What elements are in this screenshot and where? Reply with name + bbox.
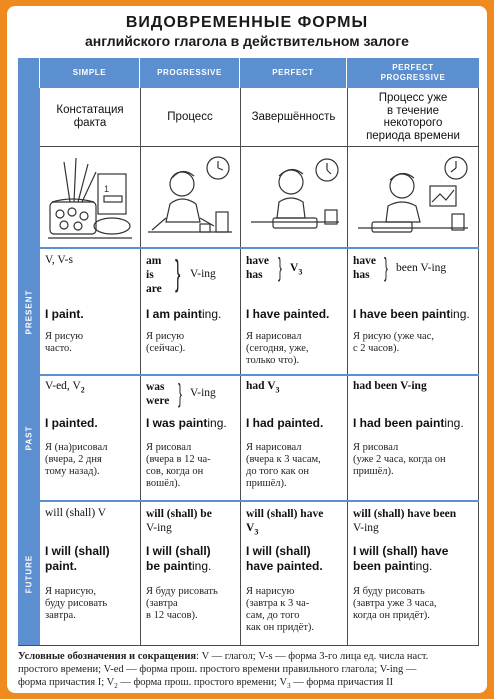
grid-line (478, 88, 479, 646)
page-title: ВИДОВРЕМЕННЫЕ ФОРМЫ (125, 14, 369, 31)
grid-line (18, 645, 479, 646)
present-perf-example: I have painted. (246, 307, 330, 321)
past-perf-tr1: Я нарисовал (246, 442, 302, 453)
past-pp-tr1: Я рисовал (353, 442, 399, 453)
future-perf-tr3: сам, до того (246, 610, 300, 621)
present-perf-have: have (246, 255, 269, 267)
legend (18, 650, 480, 693)
present-perf-tr1: Я нарисовал (246, 331, 302, 342)
future-pp-tr1: Я буду рисовать (353, 586, 425, 597)
past-simple-tr3: тому назад). (45, 466, 100, 477)
future-perf-f1: will (shall) have (246, 508, 324, 520)
legend-line3 (18, 676, 480, 693)
legend-sub1: 2 (114, 682, 118, 691)
grid-line (240, 88, 241, 646)
future-simple-tr2: буду рисовать (45, 598, 108, 609)
future-perf-v-sub: 3 (254, 527, 259, 537)
present-perf-aux (246, 254, 269, 282)
past-simple-translation (45, 442, 108, 478)
future-prog-example (146, 544, 211, 574)
past-perf-translation (246, 442, 321, 490)
present-perf-tr2: (сегодня, уже, (246, 343, 309, 354)
future-pp-ex1: I will (shall) have (353, 544, 449, 558)
present-pp-have: have (353, 255, 376, 267)
past-prog-were: were (146, 395, 170, 407)
future-perf-f2 (246, 521, 323, 539)
legend-text1: : V — глагол; V-s — форма 3-го лица ед. числа наст. (196, 651, 429, 662)
future-prog-tr2: (завтра (146, 598, 178, 609)
present-prog-am: am (146, 255, 162, 267)
legend-label: Условные обозначения и сокращения (18, 651, 197, 662)
legend-text3b: — форма прош. простого времени; V (117, 677, 288, 688)
row-label-present: PRESENT (24, 289, 34, 334)
future-pp-ex2a: been paint (353, 559, 414, 573)
desc-pp-3: некоторого (383, 117, 443, 129)
header-perfect: PERFECT (240, 58, 347, 88)
legend-text3a: форма причастия I; V (18, 677, 115, 688)
future-perf-example (246, 544, 323, 574)
illustration-paint-supplies (44, 152, 136, 242)
header-corner (18, 58, 40, 88)
future-pp-translation (353, 586, 437, 622)
future-simple-formula: will (shall) V (45, 507, 107, 519)
present-pp-tail: been V-ing (396, 262, 447, 274)
future-pp-example (353, 544, 448, 574)
desc-perfect: Завершённость (251, 110, 336, 123)
side-present (18, 248, 40, 375)
future-perf-translation (246, 586, 314, 634)
present-prog-are: are (146, 283, 162, 295)
future-pp-tr2: (завтра уже 3 часа, (353, 598, 437, 609)
present-perf-tr3: только что). (246, 355, 300, 366)
past-perf-f: had V (246, 380, 276, 392)
past-prog-was: was (146, 381, 165, 393)
future-simple-ex2: paint. (45, 559, 77, 573)
future-pp-tr3: когда он придёт). (353, 610, 430, 621)
future-prog-translation (146, 586, 218, 622)
present-simple-example: I paint. (45, 307, 84, 321)
desc-pp-2: в течение (386, 104, 439, 117)
future-pp-ex2 (353, 559, 448, 574)
future-prog-ex1: I will (shall) (146, 544, 211, 558)
illustration-boy-painting (144, 152, 236, 244)
present-prog-ex-a: I am paint (146, 307, 203, 321)
past-prog-ex-a: I was paint (146, 416, 208, 430)
past-prog-tr4: вошёл). (146, 478, 181, 489)
present-pp-has: has (353, 269, 370, 281)
legend-sub2: 3 (287, 682, 291, 691)
grid-line (40, 247, 479, 249)
past-pp-ex-a: I had been paint (353, 416, 445, 430)
past-perf-tr3: до того как он (246, 466, 310, 477)
present-pp-tr2: с 2 часов). (353, 343, 400, 354)
past-prog-translation (146, 442, 211, 490)
present-prog-translation (146, 331, 185, 355)
table-card (7, 6, 487, 693)
future-prog-tr1: Я буду рисовать (146, 586, 218, 597)
past-prog-ex-b: ing. (207, 416, 227, 430)
present-perf-has: has (246, 269, 263, 281)
past-prog-tr3: сов, когда он (146, 466, 204, 477)
header-pp-line2: PROGRESSIVE (380, 73, 446, 82)
present-pp-aux (353, 254, 376, 282)
past-pp-formula: had been V-ing (353, 380, 427, 392)
desc-progressive: Процесс (167, 110, 213, 123)
legend-line2: простого времени; V-ed — форма прош. простого времени правильного глагола; V-ing — (18, 664, 417, 675)
future-simple-tr3: завтра. (45, 610, 76, 621)
past-perf-tr2: (вчера к 3 часам, (246, 454, 321, 465)
past-perf-tr4: пришёл). (246, 478, 287, 489)
page-subtitle: английского глагола в действительном залоге (85, 33, 409, 49)
legend-text3c: — форма причастия II (290, 677, 394, 688)
row-label-future: FUTURE (24, 554, 34, 593)
past-pp-ex-b: ing. (444, 416, 464, 430)
present-pp-tr1: Я рисую (уже час, (353, 331, 434, 342)
present-prog-is: is (146, 269, 154, 281)
desc-simple-2: факта (73, 117, 107, 129)
grid-line (40, 146, 479, 147)
past-pp-translation (353, 442, 446, 478)
future-perf-tr4: как он придёт). (246, 622, 315, 633)
present-pp-ex-b: ing. (450, 307, 470, 321)
brace-icon: } (175, 252, 181, 293)
past-perf-formula (246, 380, 280, 396)
future-perf-v: V (246, 522, 255, 534)
future-perf-tr2: (завтра к 3 ча- (246, 598, 310, 609)
future-pp-f2: V-ing (353, 522, 379, 534)
present-pp-translation (353, 331, 434, 355)
past-pp-example (353, 416, 464, 431)
present-prog-ex-b: ing. (202, 307, 222, 321)
future-pp-ex2b: ing. (413, 559, 433, 573)
grid-line (40, 374, 479, 376)
future-prog-f2: V-ing (146, 522, 172, 534)
future-prog-f1: will (shall) be (146, 508, 212, 520)
present-simple-tr1: Я рисую (45, 331, 84, 342)
grid-line (347, 88, 348, 646)
row-label-past: PAST (24, 425, 34, 451)
future-simple-translation (45, 586, 107, 622)
legend-line1 (18, 650, 480, 663)
header-pp-line1: PERFECT (392, 63, 434, 72)
future-simple-tr1: Я нарисую, (45, 586, 97, 597)
tense-table (18, 58, 479, 646)
present-simple-translation (45, 331, 83, 355)
side-past (18, 375, 40, 501)
present-perf-v3 (290, 262, 302, 278)
brace-icon: } (178, 378, 182, 408)
future-perf-formula (246, 507, 323, 539)
desc-simple-1: Констатация (56, 104, 124, 116)
past-simple-tr1: Я (на)рисовал (45, 442, 108, 453)
future-pp-f1: will (shall) have been (353, 508, 457, 520)
desc-pp-4: периода времени (366, 129, 460, 142)
illustration-boy-long-painting (352, 152, 474, 244)
future-perf-ex1: I will (shall) (246, 544, 311, 558)
grid-line (140, 88, 141, 646)
past-simple-example: I painted. (45, 416, 98, 430)
present-perf-v-sub: 3 (298, 267, 303, 277)
present-simple-tr2: часто. (45, 343, 72, 354)
desc-pp-1: Процесс уже (378, 92, 448, 104)
present-perf-translation (246, 331, 309, 367)
past-prog-tr2: (вчера в 12 ча- (146, 454, 211, 465)
present-prog-ving: V-ing (190, 268, 216, 280)
future-prog-ex2b: ing. (192, 559, 212, 573)
future-prog-ex2 (146, 559, 211, 574)
grid-line (40, 500, 479, 502)
side-future (18, 501, 40, 646)
present-pp-example (353, 307, 470, 322)
past-pp-tr2: (уже 2 часа, когда он (353, 454, 446, 465)
header-perfect-progressive (347, 58, 479, 88)
future-simple-ex1: I will (shall) (45, 544, 110, 558)
past-prog-ving: V-ing (190, 387, 216, 399)
past-simple-f: V-ed, V (45, 380, 81, 392)
present-perf-v: V (290, 262, 299, 274)
past-prog-aux (146, 380, 169, 408)
brace-icon: } (278, 252, 282, 282)
past-perf-example: I had painted. (246, 416, 324, 430)
past-simple-tr2: (вчера, 2 дня (45, 454, 102, 465)
header-simple: SIMPLE (40, 58, 140, 88)
future-pp-formula (353, 507, 456, 535)
future-prog-tr3: в 12 часов). (146, 610, 198, 621)
present-prog-example (146, 307, 221, 322)
present-prog-aux (146, 254, 162, 296)
brace-icon: } (384, 252, 388, 282)
present-prog-tr2: (сейчас). (146, 343, 186, 354)
past-prog-tr1: Я рисовал (146, 442, 192, 453)
illustration-boy-finished (245, 152, 343, 244)
present-pp-ex-a: I have been paint (353, 307, 451, 321)
future-simple-example (45, 544, 110, 574)
past-prog-example (146, 416, 227, 431)
past-perf-sub: 3 (275, 385, 280, 395)
future-prog-ex2a: be paint (146, 559, 193, 573)
svg-text:1: 1 (104, 184, 110, 194)
desc-perfect-progressive (347, 88, 479, 146)
future-prog-formula (146, 507, 212, 535)
present-simple-formula: V, V-s (45, 254, 73, 266)
side-blank (18, 88, 40, 248)
past-simple-sub: 2 (80, 385, 85, 395)
past-simple-formula (45, 380, 85, 396)
present-prog-tr1: Я рисую (146, 331, 185, 342)
header-progressive: PROGRESSIVE (140, 58, 240, 88)
future-perf-ex2: have painted. (246, 559, 323, 573)
future-perf-tr1: Я нарисую (246, 586, 295, 597)
past-pp-tr3: пришёл). (353, 466, 394, 477)
desc-simple (40, 88, 140, 146)
